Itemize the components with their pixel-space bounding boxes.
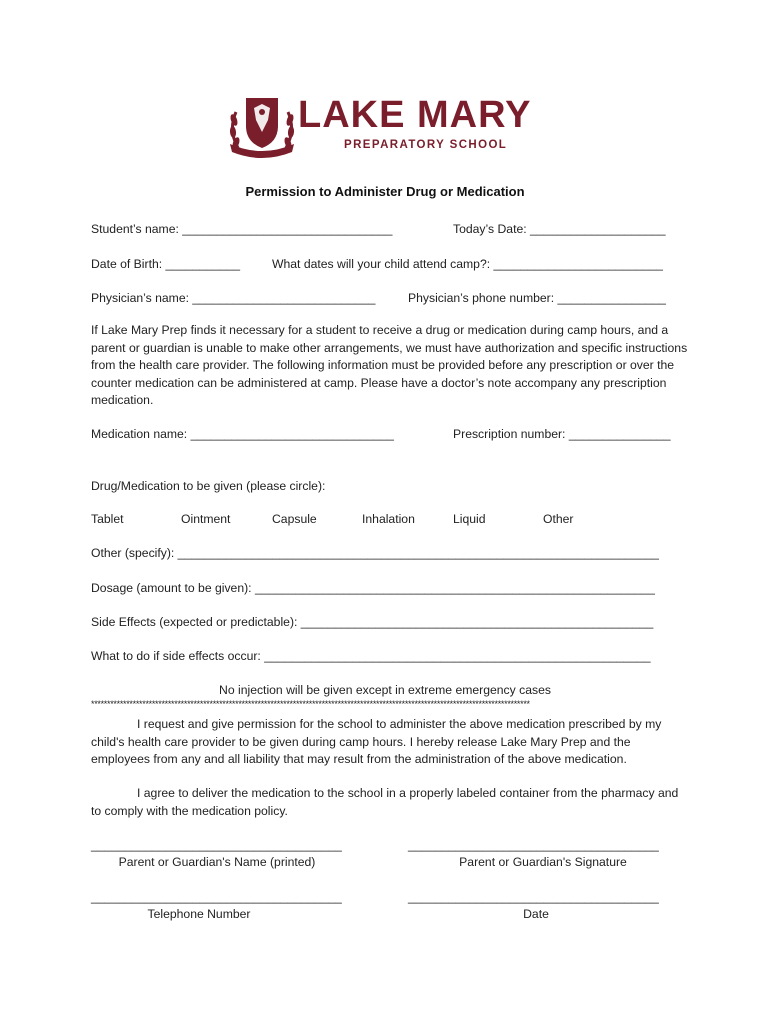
medication-name-field[interactable]: Medication name: ______________________________ xyxy=(91,427,394,441)
telephone-label: Telephone Number xyxy=(147,907,251,921)
logo-name: LAKE MARY xyxy=(298,94,532,136)
physician-name-field[interactable]: Physician’s name: ___________________________ xyxy=(91,291,376,305)
circle-prompt: Drug/Medication to be given (please circle): xyxy=(91,479,326,493)
form-title: Permission to Administer Drug or Medication xyxy=(245,184,525,199)
option-tablet[interactable]: Tablet xyxy=(91,512,124,526)
injection-notice: No injection will be given except in extreme emergency cases xyxy=(219,683,551,697)
date-line[interactable]: _____________________________________ xyxy=(408,890,659,904)
prescription-number-field[interactable]: Prescription number: _______________ xyxy=(453,427,671,441)
parent-signature-label: Parent or Guardian's Signature xyxy=(459,855,627,869)
school-crest-icon xyxy=(226,92,298,162)
parent-name-label: Parent or Guardian's Name (printed) xyxy=(118,855,316,869)
permission-paragraph: I request and give permission for the school to administer the above medication prescribed by my child's health care provider to be given during camp hours. I hereby release Lake Mary Prep and the employees from any and all liability that may result from the administration of the above medication. xyxy=(91,717,662,766)
option-liquid[interactable]: Liquid xyxy=(453,512,486,526)
divider-stars: ***************************************************************************************************************************************** xyxy=(91,699,530,709)
school-logo xyxy=(226,92,546,162)
logo-subtitle: PREPARATORY SCHOOL xyxy=(344,139,508,151)
parent-name-line[interactable]: _____________________________________ xyxy=(91,838,342,852)
option-ointment[interactable]: Ointment xyxy=(181,512,231,526)
side-effects-field[interactable]: Side Effects (expected or predictable): ____________________________________________________ xyxy=(91,615,654,629)
parent-signature-line[interactable]: _____________________________________ xyxy=(408,838,659,852)
agree-paragraph: I agree to deliver the medication to the school in a properly labeled container from the pharmacy and to comply with the medication policy. xyxy=(91,786,679,818)
todays-date-field[interactable]: Today’s Date: ____________________ xyxy=(453,222,666,236)
option-other[interactable]: Other xyxy=(543,512,574,526)
physician-phone-field[interactable]: Physician’s phone number: ________________ xyxy=(408,291,666,305)
intro-paragraph: If Lake Mary Prep finds it necessary for a student to receive a drug or medication during camp hours, and a parent or guardian is unable to make other arrangements, we must have authorization and specific instructions from the health care provider. The following information must be provided before any prescription or over the counter medication can be administered at camp. Please have a doctor’s note accompany any prescription medication. xyxy=(91,323,688,407)
option-capsule[interactable]: Capsule xyxy=(272,512,317,526)
camp-dates-field[interactable]: What dates will your child attend camp?: _________________________ xyxy=(272,257,663,271)
telephone-line[interactable]: _____________________________________ xyxy=(91,890,342,904)
other-specify-field[interactable]: Other (specify): _______________________________________________________________________ xyxy=(91,546,659,560)
dosage-field[interactable]: Dosage (amount to be given): ___________________________________________________________ xyxy=(91,581,655,595)
option-inhalation[interactable]: Inhalation xyxy=(362,512,415,526)
student-name-field[interactable]: Student’s name: _______________________________ xyxy=(91,222,393,236)
side-effects-action-field[interactable]: What to do if side effects occur: _________________________________________________________ xyxy=(91,649,651,663)
date-label: Date xyxy=(523,907,549,921)
date-of-birth-field[interactable]: Date of Birth: ___________ xyxy=(91,257,241,271)
